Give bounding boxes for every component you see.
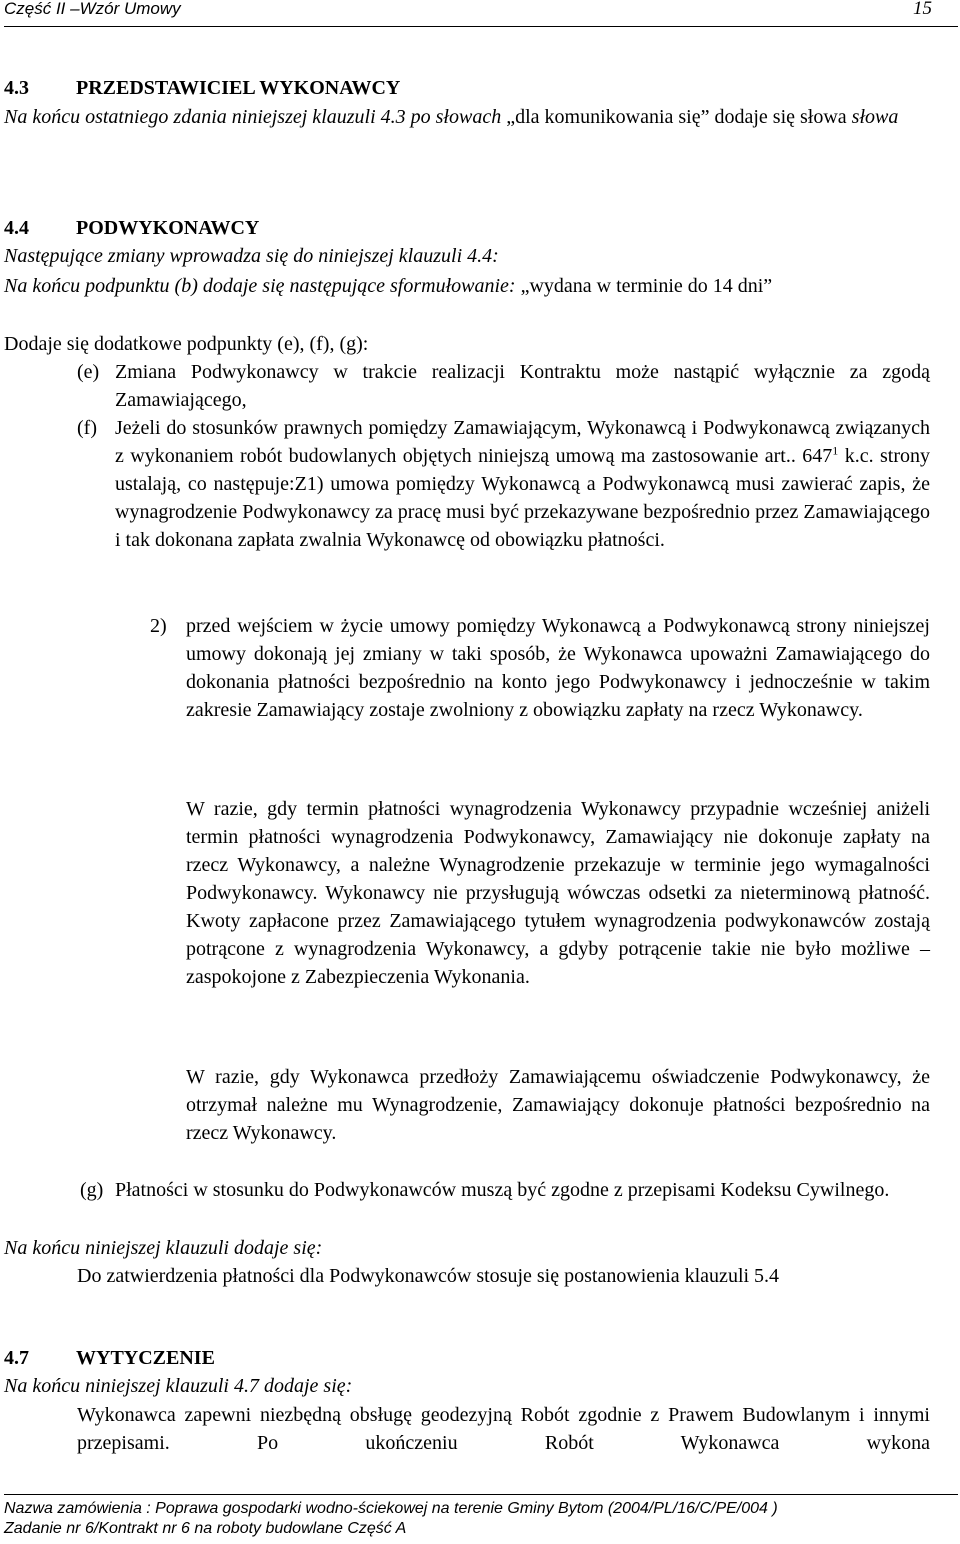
section-heading-4-4: 4.4 PODWYKONAWCY: [4, 217, 260, 239]
subpoint-f2-label: 2): [150, 615, 167, 637]
footer-rule: [4, 1494, 958, 1495]
section-4-7-intro: Na końcu niniejszej klauzuli 4.7 dodaje się:: [4, 1375, 353, 1397]
subpoint-f-label: (f): [77, 417, 97, 439]
clause-end-intro: Na końcu niniejszej klauzuli dodaje się:: [4, 1237, 323, 1259]
header-rule: [4, 26, 958, 27]
subpoint-b-amendment: Na końcu podpunktu (b) dodaje się następujące sformułowanie: „wydana w terminie do 14 dni”: [4, 275, 773, 297]
payment-paragraph-1: W razie, gdy termin płatności wynagrodzenia Wykonawcy przypadnie wcześniej aniżeli termin płatności wynagrodzenia Podwykonawcy, Zamawiający nie dokonuje zapłaty na rzecz Wykonawcy, a należne Wynagrodzenie przekazuje w terminie jego wymagalności Podwykonawcy. Wykonawcy nie przysługują wówczas odsetki za nieterminową płatność. Kwoty zapłacone przez Zamawiającego tytułem wynagrodzenia podwykonawców zostają potrącone z wynagrodzenia Wykonawcy, a gdyby potrącenie takie nie było możliwe – zaspokojone z Zabezpieczenia Wykonania.: [186, 798, 930, 988]
payment-paragraph-2: W razie, gdy Wykonawca przedłoży Zamawiającemu oświadczenie Podwykonawcy, że otrzymał należne mu Wynagrodzenie, Zamawiający dokonuje płatności bezpośrednio na rzecz Wykonawcy.: [186, 1066, 930, 1144]
footer-contract: Zadanie nr 6/Kontrakt nr 6 na roboty budowlane Część A: [4, 1520, 407, 1537]
section-heading-4-3: 4.3 PRZEDSTAWICIEL WYKONAWCY: [4, 77, 401, 99]
footer-order-name: Nazwa zamówienia : Poprawa gospodarki wodno-ściekowej na terenie Gminy Bytom (2004/PL/16/C/PE/004 ): [4, 1500, 778, 1517]
section-heading-4-7: 4.7 WYTYCZENIE: [4, 1347, 215, 1369]
subpoint-g-label: (g): [80, 1179, 104, 1201]
subpoint-e-label: (e): [77, 361, 100, 383]
page-header: [4, 0, 932, 20]
section-4-3-body: Na końcu ostatniego zdania niniejszej klauzuli 4.3 po słowach „dla komunikowania się” dodaje się słowa słowa: [4, 106, 899, 128]
subpoint-e-text: Zmiana Podwykonawcy w trakcie realizacji Kontraktu może nastąpić wyłącznie za zgodą Zamawiającego,: [115, 361, 930, 411]
clause-end-text: Do zatwierdzenia płatności dla Podwykonawców stosuje się postanowienia klauzuli 5.4: [77, 1265, 780, 1287]
page-number: 15: [913, 0, 932, 19]
subpoint-f2-text: przed wejściem w życie umowy pomiędzy Wykonawcą a Podwykonawcą strony niniejszej umowy dokonają jej zmiany w taki sposób, że Wykonawca upoważni Zamawiającego do dokonania płatności bezpośrednio na konto jego Podwykonawcy i jednocześnie w takim zakresie Zamawiający zostaje zwolniony z obowiązku zapłaty na rzecz Wykonawcy.: [186, 615, 930, 721]
subpoint-f-text: Jeżeli do stosunków prawnych pomiędzy Zamawiającym, Wykonawcą i Podwykonawcą związanych z wykonaniem robót budowlanych objętych niniejszą umową ma zastosowanie art.. $647^1$ k.c. strony ustalają, co następuje:Z1) umowa pomiędzy Wykonawcą a Podwykonawcą musi zawierać zapis, że wynagrodzenie Podwykonawcy za pracę musi być przekazywane bezpośrednio przez Zamawiającego i tak dokonana zapłata zwalnia Wykonawcę od obowiązku płatności.: [115, 417, 930, 551]
additional-subpoints-intro: Dodaje się dodatkowe podpunkty (e), (f), (g):: [4, 333, 369, 355]
header-title: Część II –Wzór Umowy: [4, 0, 181, 18]
subpoint-g-text: Płatności w stosunku do Podwykonawców muszą być zgodne z przepisami Kodeksu Cywilnego.: [115, 1179, 890, 1201]
section-4-4-intro: Następujące zmiany wprowadza się do niniejszej klauzuli 4.4:: [4, 245, 499, 267]
section-4-7-text: Wykonawca zapewni niezbędną obsługę geodezyjną Robót zgodnie z Prawem Budowlanym i innymi przepisami. Po ukończeniu Robót Wykonawca wykona: [77, 1404, 930, 1454]
